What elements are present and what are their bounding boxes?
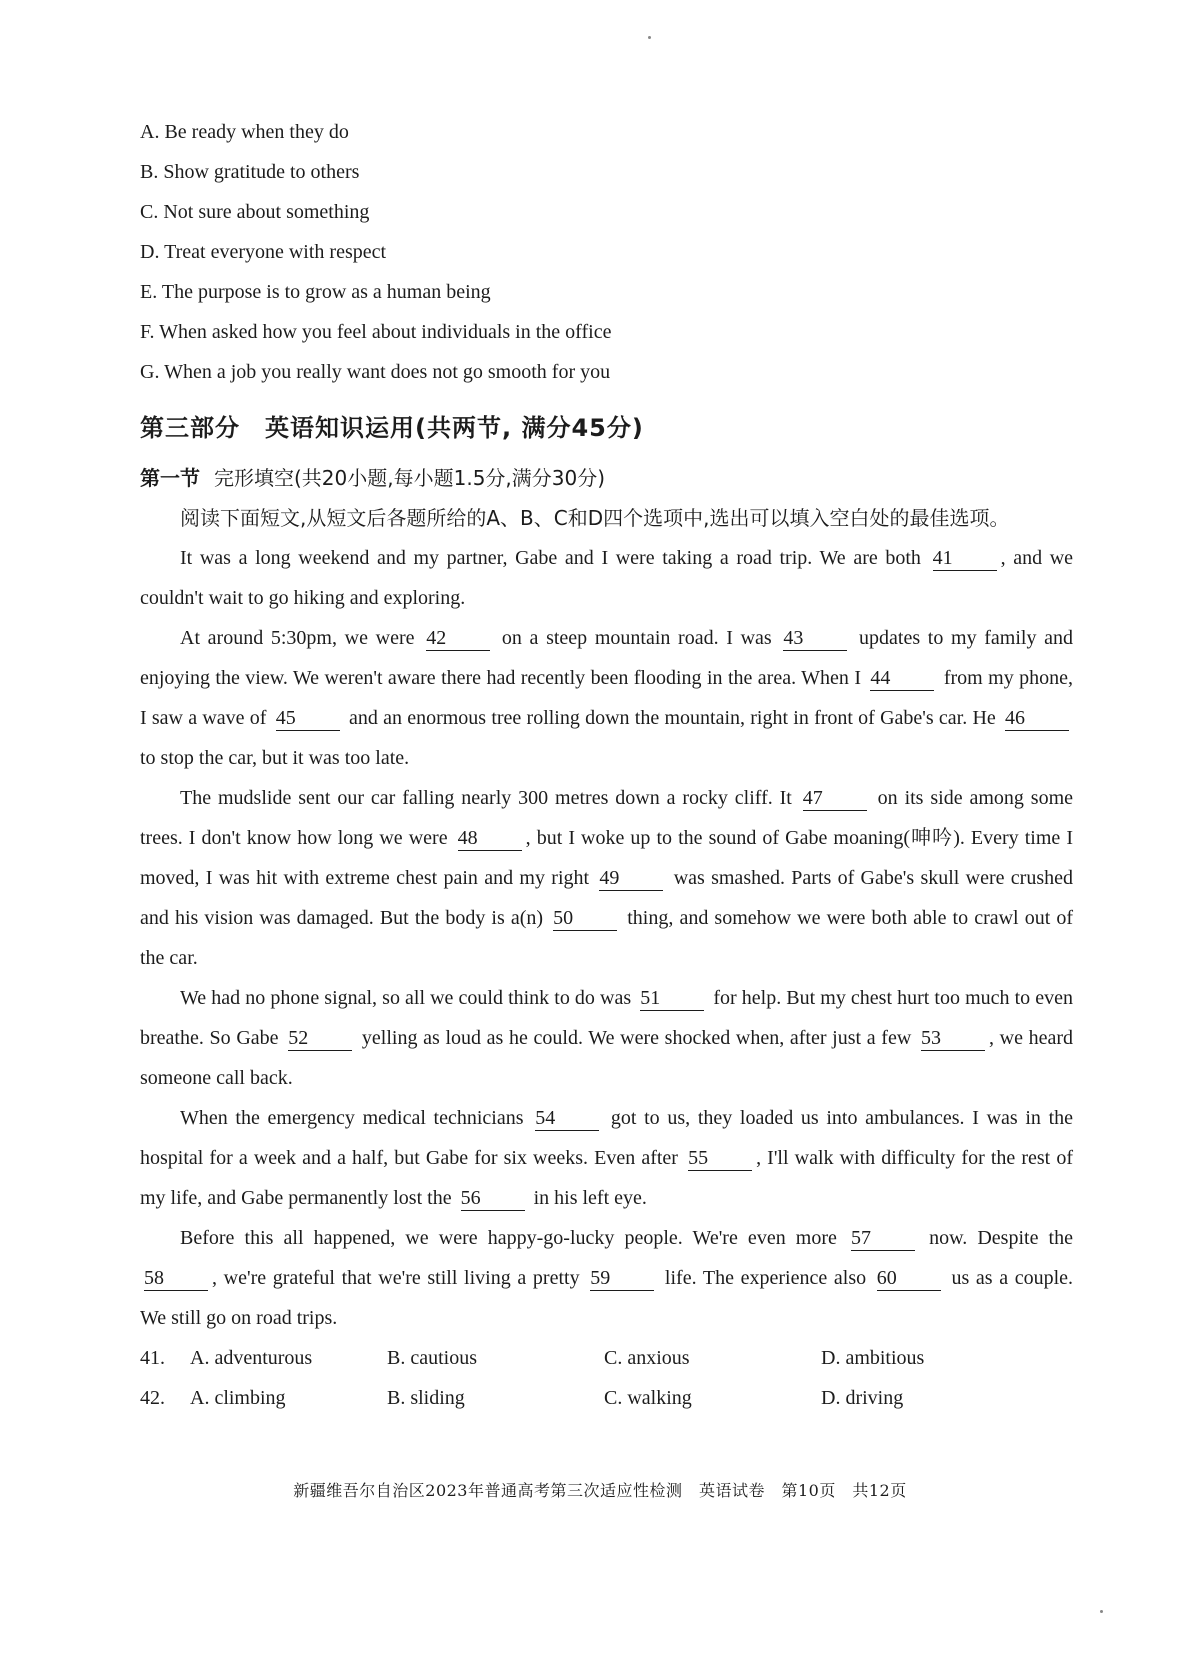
question-options <box>140 1338 1073 1418</box>
blank-49: 49 <box>599 866 663 891</box>
blank-52: 52 <box>288 1026 352 1051</box>
passage-paragraph-3 <box>140 778 1073 978</box>
passage-text: , we heard someone call back. <box>140 1027 1074 1089</box>
passage-text: , we're grateful that we're still living a pretty <box>212 1267 580 1289</box>
blank-45: 45 <box>276 706 340 731</box>
blank-60: 60 <box>877 1266 941 1291</box>
passage-text: from my phone, I saw a wave of <box>140 667 1073 729</box>
passage-text: yelling as loud as he could. We were shocked when, after just a few <box>361 1027 912 1049</box>
blank-42: 42 <box>426 626 490 651</box>
blank-53: 53 <box>921 1026 985 1051</box>
choice-a: A. climbing <box>190 1387 286 1409</box>
question-row-41 <box>140 1338 1073 1378</box>
passage-text: The mudslide sent our car falling nearly 300 metres down a rocky cliff. It <box>180 787 792 809</box>
blank-41: 41 <box>933 546 997 571</box>
scan-speck <box>648 36 651 39</box>
blank-54: 54 <box>535 1106 599 1131</box>
choice-b: B. sliding <box>387 1387 465 1409</box>
passage-text: We had no phone signal, so all we could think to do was <box>180 987 632 1009</box>
option-e: E. The purpose is to grow as a human being <box>140 281 491 303</box>
blank-58: 58 <box>144 1266 208 1291</box>
choice-d: D. ambitious <box>821 1347 925 1369</box>
passage-text: updates to my family and enjoying the view. We weren't aware there had recently been flooding in the area. When I <box>140 627 1074 689</box>
page-footer: 新疆维吾尔自治区2023年普通高考第三次适应性检测 英语试卷 第10页 共12页 <box>293 1481 907 1500</box>
option-f: F. When asked how you feel about individuals in the office <box>140 321 612 343</box>
passage-paragraph-4 <box>140 978 1073 1098</box>
blank-48: 48 <box>458 826 522 851</box>
option-a: A. Be ready when they do <box>140 121 349 143</box>
section-name: 第一节 <box>140 466 200 490</box>
blank-43: 43 <box>783 626 847 651</box>
blank-57: 57 <box>851 1226 915 1251</box>
blank-51: 51 <box>640 986 704 1011</box>
question-row-42 <box>140 1378 1073 1418</box>
option-g: G. When a job you really want does not go smooth for you <box>140 361 611 383</box>
blank-46: 46 <box>1005 706 1069 731</box>
passage-text: When the emergency medical technicians <box>180 1107 524 1129</box>
passage-paragraph-1 <box>140 538 1073 618</box>
passage-text: us as a couple. We still go on road trips. <box>140 1267 1074 1329</box>
blank-56: 56 <box>461 1186 525 1211</box>
passage-text: life. The experience also <box>664 1267 867 1289</box>
question-number: 41. <box>140 1347 165 1369</box>
choice-d: D. driving <box>821 1387 904 1409</box>
scan-speck <box>1100 1610 1103 1613</box>
passage-text: It was a long weekend and my partner, Gabe and I were taking a road trip. We are both <box>180 547 921 569</box>
passage-text: to stop the car, but it was too late. <box>140 747 410 769</box>
passage-text: and an enormous tree rolling down the mountain, right in front of Gabe's car. He <box>348 707 996 729</box>
exam-page <box>140 112 1073 1418</box>
passage-text: was smashed. Parts of Gabe's skull were crushed and his vision was damaged. But the body is a(n) <box>140 867 1073 929</box>
passage-text: , I'll walk with difficulty for the rest of my life, and Gabe permanently lost the <box>140 1147 1073 1209</box>
section-one-heading <box>140 458 1073 498</box>
passage-text: now. Despite the <box>929 1227 1073 1249</box>
blank-44: 44 <box>870 666 934 691</box>
passage-text: Before this all happened, we were happy-go-lucky people. We're even more <box>180 1227 837 1249</box>
section-description: 完形填空(共20小题,每小题1.5分,满分30分) <box>214 466 606 490</box>
passage-text: in his left eye. <box>533 1187 647 1209</box>
question-number: 42. <box>140 1387 165 1409</box>
passage-text: got to us, they loaded us into ambulances. I was in the hospital for a week and a half, but Gabe for six weeks. Even after <box>140 1107 1074 1169</box>
passage-paragraph-5 <box>140 1098 1073 1218</box>
blank-47: 47 <box>803 786 867 811</box>
passage-text: on a steep mountain road. I was <box>501 627 772 649</box>
option-list <box>140 112 1073 392</box>
part-three-heading: 第三部分 英语知识运用(共两节, 满分45分) <box>140 414 644 442</box>
instruction-text: 阅读下面短文,从短文后各题所给的A、B、C和D四个选项中,选出可以填入空白处的最佳选项。 <box>180 506 1010 530</box>
passage-text: , but I woke up to the sound of Gabe moaning(呻吟). Every time I moved, I was hit with extreme chest pain and my right <box>140 827 1073 889</box>
option-b: B. Show gratitude to others <box>140 161 360 183</box>
choice-b: B. cautious <box>387 1347 477 1369</box>
choice-c: C. anxious <box>604 1347 690 1369</box>
choice-c: C. walking <box>604 1387 692 1409</box>
passage-text: , and we couldn't wait to go hiking and exploring. <box>140 547 1074 609</box>
passage-text: At around 5:30pm, we were <box>180 627 415 649</box>
option-c: C. Not sure about something <box>140 201 370 223</box>
blank-50: 50 <box>553 906 617 931</box>
passage-paragraph-6 <box>140 1218 1073 1338</box>
blank-59: 59 <box>590 1266 654 1291</box>
passage-text: thing, and somehow we were both able to crawl out of the car. <box>140 907 1074 969</box>
passage-text: on its side among some trees. I don't know how long we were <box>140 787 1074 849</box>
option-d: D. Treat everyone with respect <box>140 241 387 263</box>
passage-text: for help. But my chest hurt too much to even breathe. So Gabe <box>140 987 1074 1049</box>
blank-55: 55 <box>688 1146 752 1171</box>
choice-a: A. adventurous <box>190 1347 313 1369</box>
passage-paragraph-2 <box>140 618 1073 778</box>
